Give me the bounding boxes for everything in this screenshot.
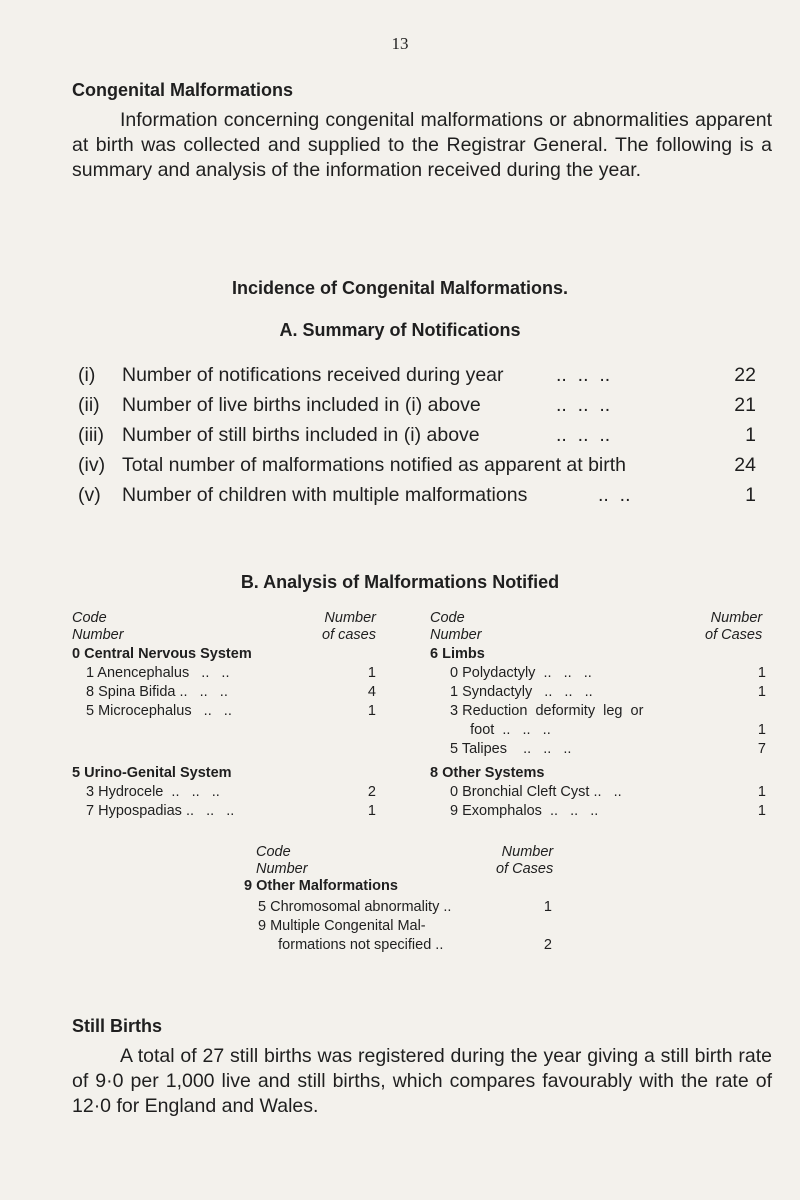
table-row-value: 1	[757, 665, 766, 681]
table-row-label: 3 Reduction deformity leg or	[450, 703, 644, 719]
still-births-paragraph-text: A total of 27 still births was registered during the year giving a still birth rate of 9·0 per 1,000 live and still births, which compares favourably with the rate of 12·0 for England and Wales.	[72, 1045, 772, 1117]
table-row-value: 2	[367, 784, 376, 800]
cases-header-line: Number	[324, 610, 376, 626]
item-text: Number of still births included in (i) above	[122, 424, 480, 446]
cases-header-line: Number	[710, 610, 763, 626]
table-row-label: 1 Syndactyly .. .. ..	[450, 684, 593, 700]
item-value: 24	[734, 454, 756, 476]
section-heading-still-births: Still Births	[72, 1016, 163, 1036]
group-title-limbs: 6 Limbs	[430, 646, 485, 662]
section-heading-congenital: Congenital Malformations	[72, 80, 294, 100]
congenital-paragraph-text: Information concerning congenital malformations or abnormalities apparent at birth was collected and supplied to the Registrar General. The following is a summary and analysis of the information received during the year.	[72, 109, 772, 181]
item-value: 22	[734, 364, 756, 386]
table-row-value: 1	[757, 722, 766, 738]
summary-title: A. Summary of Notifications	[279, 320, 521, 340]
item-text: Number of live births included in (i) above	[122, 394, 481, 416]
code-header	[256, 844, 308, 878]
item-number: (v)	[78, 484, 101, 506]
item-number: (iv)	[78, 454, 106, 476]
table-row-value: 1	[367, 703, 376, 719]
table-row-label: 5 Chromosomal abnormality ..	[258, 899, 452, 915]
table-row-value: 1	[757, 803, 766, 819]
item-number: (iii)	[78, 424, 104, 446]
item-text: Number of notifications received during year	[122, 364, 504, 386]
table-row-label: 5 Talipes .. .. ..	[450, 741, 572, 757]
item-leader: .. .. ..	[556, 424, 611, 446]
table-row-label: 5 Microcephalus .. ..	[86, 703, 232, 719]
summary-item	[78, 394, 758, 424]
table-row-label: foot .. .. ..	[450, 722, 551, 738]
item-value: 1	[745, 424, 756, 446]
code-header-line: Code	[72, 610, 107, 626]
analysis-bottom-table	[244, 844, 574, 954]
still-births-paragraph	[72, 1044, 772, 1119]
table-row-value: 2	[543, 937, 552, 953]
item-number: (ii)	[78, 394, 100, 416]
table-row-value: 1	[757, 784, 766, 800]
group-title-cns: 0 Central Nervous System	[72, 646, 252, 662]
group-title-other-malformations: 9 Other Malformations	[244, 878, 398, 894]
congenital-paragraph	[72, 108, 772, 183]
table-row-label: 9 Multiple Congenital Mal-	[258, 918, 426, 934]
table-row-value: 1	[757, 684, 766, 700]
table-row-label: 3 Hydrocele .. .. ..	[86, 784, 220, 800]
code-header-line: Code	[256, 844, 291, 860]
cases-header-line: of Cases	[705, 627, 763, 643]
summary-item	[78, 454, 758, 484]
table-row-value: 1	[367, 803, 376, 819]
code-header	[430, 610, 482, 644]
cases-header-line: of Cases	[496, 861, 554, 877]
code-header-line: Number	[256, 861, 308, 877]
table-row-value: 4	[367, 684, 376, 700]
table-row-value: 1	[367, 665, 376, 681]
cases-header	[496, 844, 553, 878]
table-row-label: 0 Polydactyly .. .. ..	[450, 665, 592, 681]
summary-item	[78, 424, 758, 454]
item-text: Number of children with multiple malformations	[122, 484, 528, 506]
analysis-left-column	[72, 610, 382, 819]
table-row-label: 1 Anencephalus .. ..	[86, 665, 230, 681]
group-title-other-systems: 8 Other Systems	[430, 765, 545, 781]
cases-header-line: of cases	[322, 627, 376, 643]
analysis-right-column	[430, 610, 770, 819]
code-header	[72, 610, 124, 644]
item-value: 21	[734, 394, 756, 416]
code-header-line: Number	[430, 627, 482, 643]
summary-list	[78, 364, 758, 514]
table-row-label: formations not specified ..	[258, 937, 444, 953]
summary-item	[78, 364, 758, 394]
table-row-label: 7 Hypospadias .. .. ..	[86, 803, 235, 819]
cases-header	[322, 610, 376, 644]
incidence-title: Incidence of Congenital Malformations.	[231, 278, 569, 298]
cases-header	[705, 610, 762, 644]
item-leader: .. ..	[598, 484, 631, 506]
table-row-label: 0 Bronchial Cleft Cyst .. ..	[450, 784, 622, 800]
item-number: (i)	[78, 364, 96, 386]
cases-header-line: Number	[501, 844, 554, 860]
item-leader: .. .. ..	[556, 394, 611, 416]
table-row-value: 1	[543, 899, 552, 915]
page-number: 13	[391, 34, 409, 53]
table-row-label: 8 Spina Bifida .. .. ..	[86, 684, 228, 700]
code-header-line: Code	[430, 610, 465, 626]
table-row-label: 9 Exomphalos .. .. ..	[450, 803, 599, 819]
item-leader: .. .. ..	[556, 364, 611, 386]
item-value: 1	[745, 484, 756, 506]
item-text: Total number of malformations notified as apparent at birth	[122, 454, 627, 476]
summary-item	[78, 484, 758, 514]
table-row-value: 7	[757, 741, 766, 757]
code-header-line: Number	[72, 627, 124, 643]
group-title-urino: 5 Urino-Genital System	[72, 765, 232, 781]
analysis-title: B. Analysis of Malformations Notified	[240, 572, 560, 592]
